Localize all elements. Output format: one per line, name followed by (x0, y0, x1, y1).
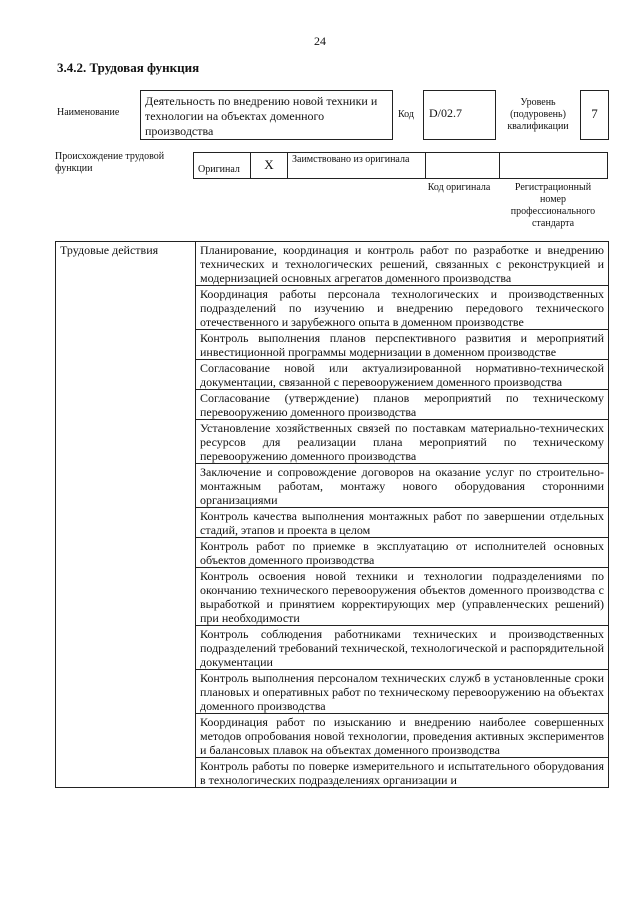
code-original-cell (426, 153, 500, 178)
labor-action-item: Заключение и сопровождение договоров на оказание услуг по строительно-монтажным работам, монтажу нового оборудования сторонними организациями (196, 464, 609, 508)
level-label: Уровень (подуровень) квалификации (507, 97, 569, 132)
code-label: Код (398, 109, 414, 120)
labor-action-item: Контроль выполнения планов перспективного развития и мероприятий инвестиционной программы модернизации в доменном производстве (196, 330, 609, 360)
code-field: D/02.7 (423, 90, 496, 140)
section-title: 3.4.2. Трудовая функция (57, 60, 200, 75)
labor-action-item: Установление хозяйственных связей по поставкам материально-технических ресурсов для реализации плана мероприятий по техническому перевооружению доменного производства (196, 420, 609, 464)
table-row (56, 242, 609, 286)
origin-label: Происхождение трудовой функции (55, 151, 165, 174)
original-cell (194, 153, 251, 178)
borrowed-label: Заимствовано из оригинала (288, 153, 426, 178)
labor-action-item: Контроль выполнения персоналом технических служб в установленные сроки плановых и оперативных работ по техническому перевооружению на объектах доменного производства (196, 670, 609, 714)
reg-number-label: Регистрационный номер профессионального стандарта (510, 182, 596, 229)
labor-action-item: Согласование (утверждение) планов мероприятий по техническому перевооружению доменного производства (196, 390, 609, 420)
labor-actions-label: Трудовые действия (56, 242, 196, 788)
function-name-field: Деятельность по внедрению новой техники и технологии на объектах доменного производства (140, 90, 393, 140)
name-label: Наименование (57, 107, 120, 118)
labor-action-item: Согласование новой или актуализированной нормативно-технической документации, связанной с перевооружением доменного производства (196, 360, 609, 390)
labor-action-item: Координация работы персонала технологических и производственных подразделений по изучению и внедрению передового технического отечественного и зарубежного опыта в доменном производстве (196, 286, 609, 330)
original-label: Оригинал (198, 164, 240, 175)
labor-action-item: Координация работ по изысканию и внедрению наиболее совершенных методов опробования новой технологии, проведения активных экспериментов и балансовых плавок на объектах доменного производства (196, 714, 609, 758)
labor-action-item: Планирование, координация и контроль работ по разработке и внедрению технических и технологических решений, связанных с реконструкцией и модернизацией основных агрегатов доменного производства (196, 242, 609, 286)
origin-table (193, 152, 608, 179)
labor-actions-table (55, 241, 609, 788)
code-original-label: Код оригинала (427, 182, 491, 193)
page-number: 24 (314, 34, 326, 48)
labor-action-item: Контроль работы по поверке измерительного и испытательного оборудования в технологических подразделениях организации и (196, 758, 609, 788)
labor-action-item: Контроль качества выполнения монтажных работ по завершении отдельных стадий, этапов и проекта в целом (196, 508, 609, 538)
level-field: 7 (580, 90, 609, 140)
labor-action-item: Контроль работ по приемке в эксплуатацию от исполнителей основных объектов доменного производства (196, 538, 609, 568)
original-mark: Х (251, 153, 288, 178)
labor-action-item: Контроль освоения новой техники и технологии подразделениями по окончанию технического перевооружения объектов доменного производства с выработкой и принятием корректирующих мер (управленческих решений) при необходимости (196, 568, 609, 626)
labor-action-item: Контроль соблюдения работниками технических и производственных подразделений требований технической, технологической и распорядительной документации (196, 626, 609, 670)
